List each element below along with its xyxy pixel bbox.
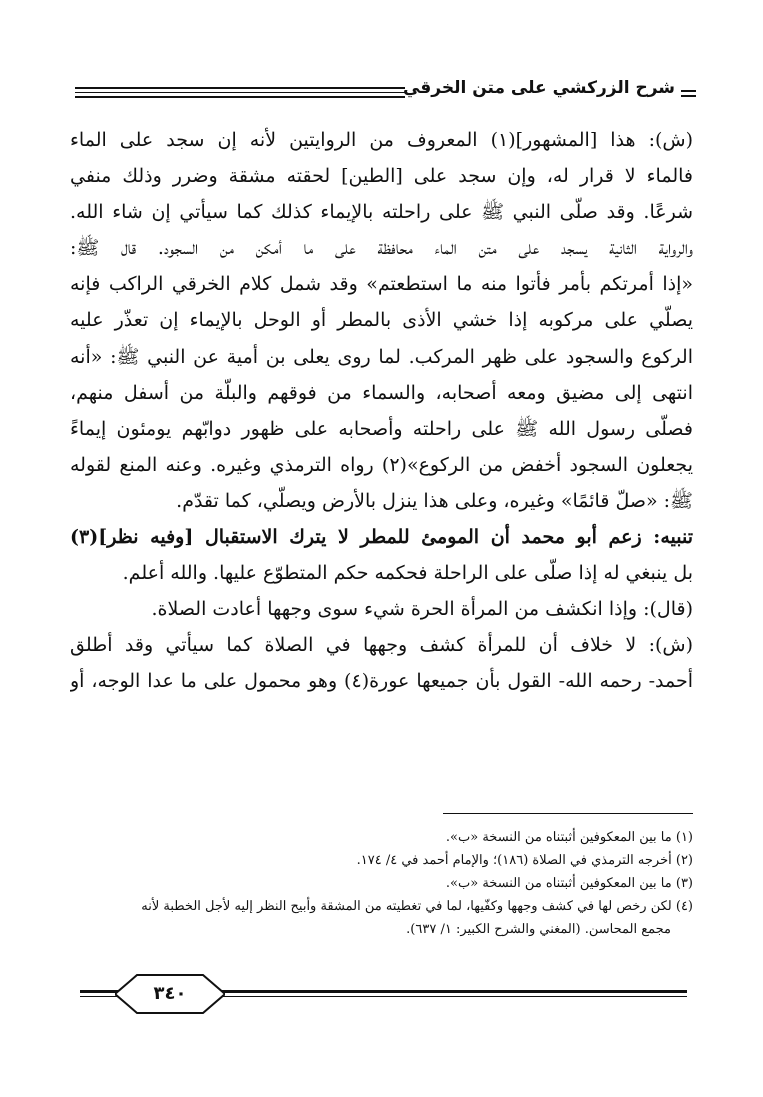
text-line: «إذا أمرتكم بأمر فأتوا منه ما استطعتم» وقد شمل كلام الخرقي الراكب فإنه [70, 273, 693, 296]
footnote-continuation: مجمع المحاسن. (المغني والشرح الكبير: ١/ ٦٣٧). [406, 922, 671, 937]
text-line: بل ينبغي له إذا صلّى على الراحلة فحكمه حكم المتطوّع عليها. والله أعلم. [122, 562, 693, 585]
footnote-separator [443, 813, 693, 814]
text-line: أحمد- رحمه الله- القول بأن جميعها عورة(٤) وهو محمول على ما عدا الوجه، أو [70, 670, 693, 693]
running-header-title: شرح الزركشي على متن الخرقي [402, 78, 675, 98]
footnote: (٣) ما بين المعكوفين أثبتناه من النسخة «ب». [445, 876, 693, 891]
header-rule-bottom [75, 96, 405, 98]
header-rule-middle [75, 92, 405, 93]
text-line: يصلّي على مركوبه إذا خشي الأذى بالمطر أو الوحل بالإيماء إن تعذّر عليه [70, 309, 693, 332]
header-rule-top [75, 87, 405, 89]
text-line: فالماء لا قرار له، وإن سجد على [الطين] لحقته مشقة وضرر وذلك منفي [70, 165, 693, 188]
page-number: ٣٤٠ [153, 983, 187, 1004]
footnote: (٢) أخرجه الترمذي في الصلاة (١٨٦)؛ والإمام أحمد في ٤/ ١٧٤. [356, 853, 693, 868]
header-dash-mark [681, 95, 696, 97]
footnote: (٤) لكن رخص لها في كشف وجهها وكفّيها، لما في تغطيته من المشقة وأبيح النظر إليه لأجل الخطبة لأنه [141, 899, 693, 914]
footnote: (١) ما بين المعكوفين أثبتناه من النسخة «ب». [445, 830, 693, 845]
header-dash-mark [681, 90, 696, 92]
text-line: (قال): وإذا انكشف من المرأة الحرة شيء سوى وجهها أعادت الصلاة. [151, 598, 693, 621]
text-line: فصلّى رسول الله ﷺ على راحلته وأصحابه على ظهور دوابّهم يومئون إيماءً [70, 417, 693, 440]
text-line: يجعلون السجود أخفض من الركوع»(٢) رواه الترمذي وغيره. وعنه المنع لقوله [70, 453, 693, 476]
footnotes [70, 826, 693, 941]
tanbih-line: تنبيه: زعم أبو محمد أن المومئ للمطر لا يترك الاستقبال [وفيه نظر](٣) [70, 526, 693, 549]
text-line: والرواية الثانية يسجد على متن الماء محافظة على ما أمكن من السجود. قال ﷺ: [70, 237, 693, 260]
text-line: انتهى إلى مضيق ومعه أصحابه، والسماء من فوقهم والبلّة من أسفل منهم، [70, 381, 693, 404]
text-line: ﷺ: «صلّ قائمًا» وغيره، وعلى هذا ينزل بالأرض ويصلّي، كما تقدّم. [176, 489, 693, 512]
text-line: شرعًا. وقد صلّى النبي ﷺ على راحلته بالإيماء كذلك كما سيأتي إن شاء الله. [70, 201, 693, 224]
text-line: الركوع والسجود على ظهر المركب. لما روى يعلى بن أمية عن النبي ﷺ: «أنه [70, 345, 693, 368]
text-line: (ش): لا خلاف أن للمرأة كشف وجهها في الصلاة كما سيأتي وقد أطلق [70, 634, 693, 657]
text-line: (ش): هذا [المشهور](١) المعروف من الروايتين لأنه إن سجد على الماء [70, 129, 693, 151]
main-text [70, 122, 693, 700]
